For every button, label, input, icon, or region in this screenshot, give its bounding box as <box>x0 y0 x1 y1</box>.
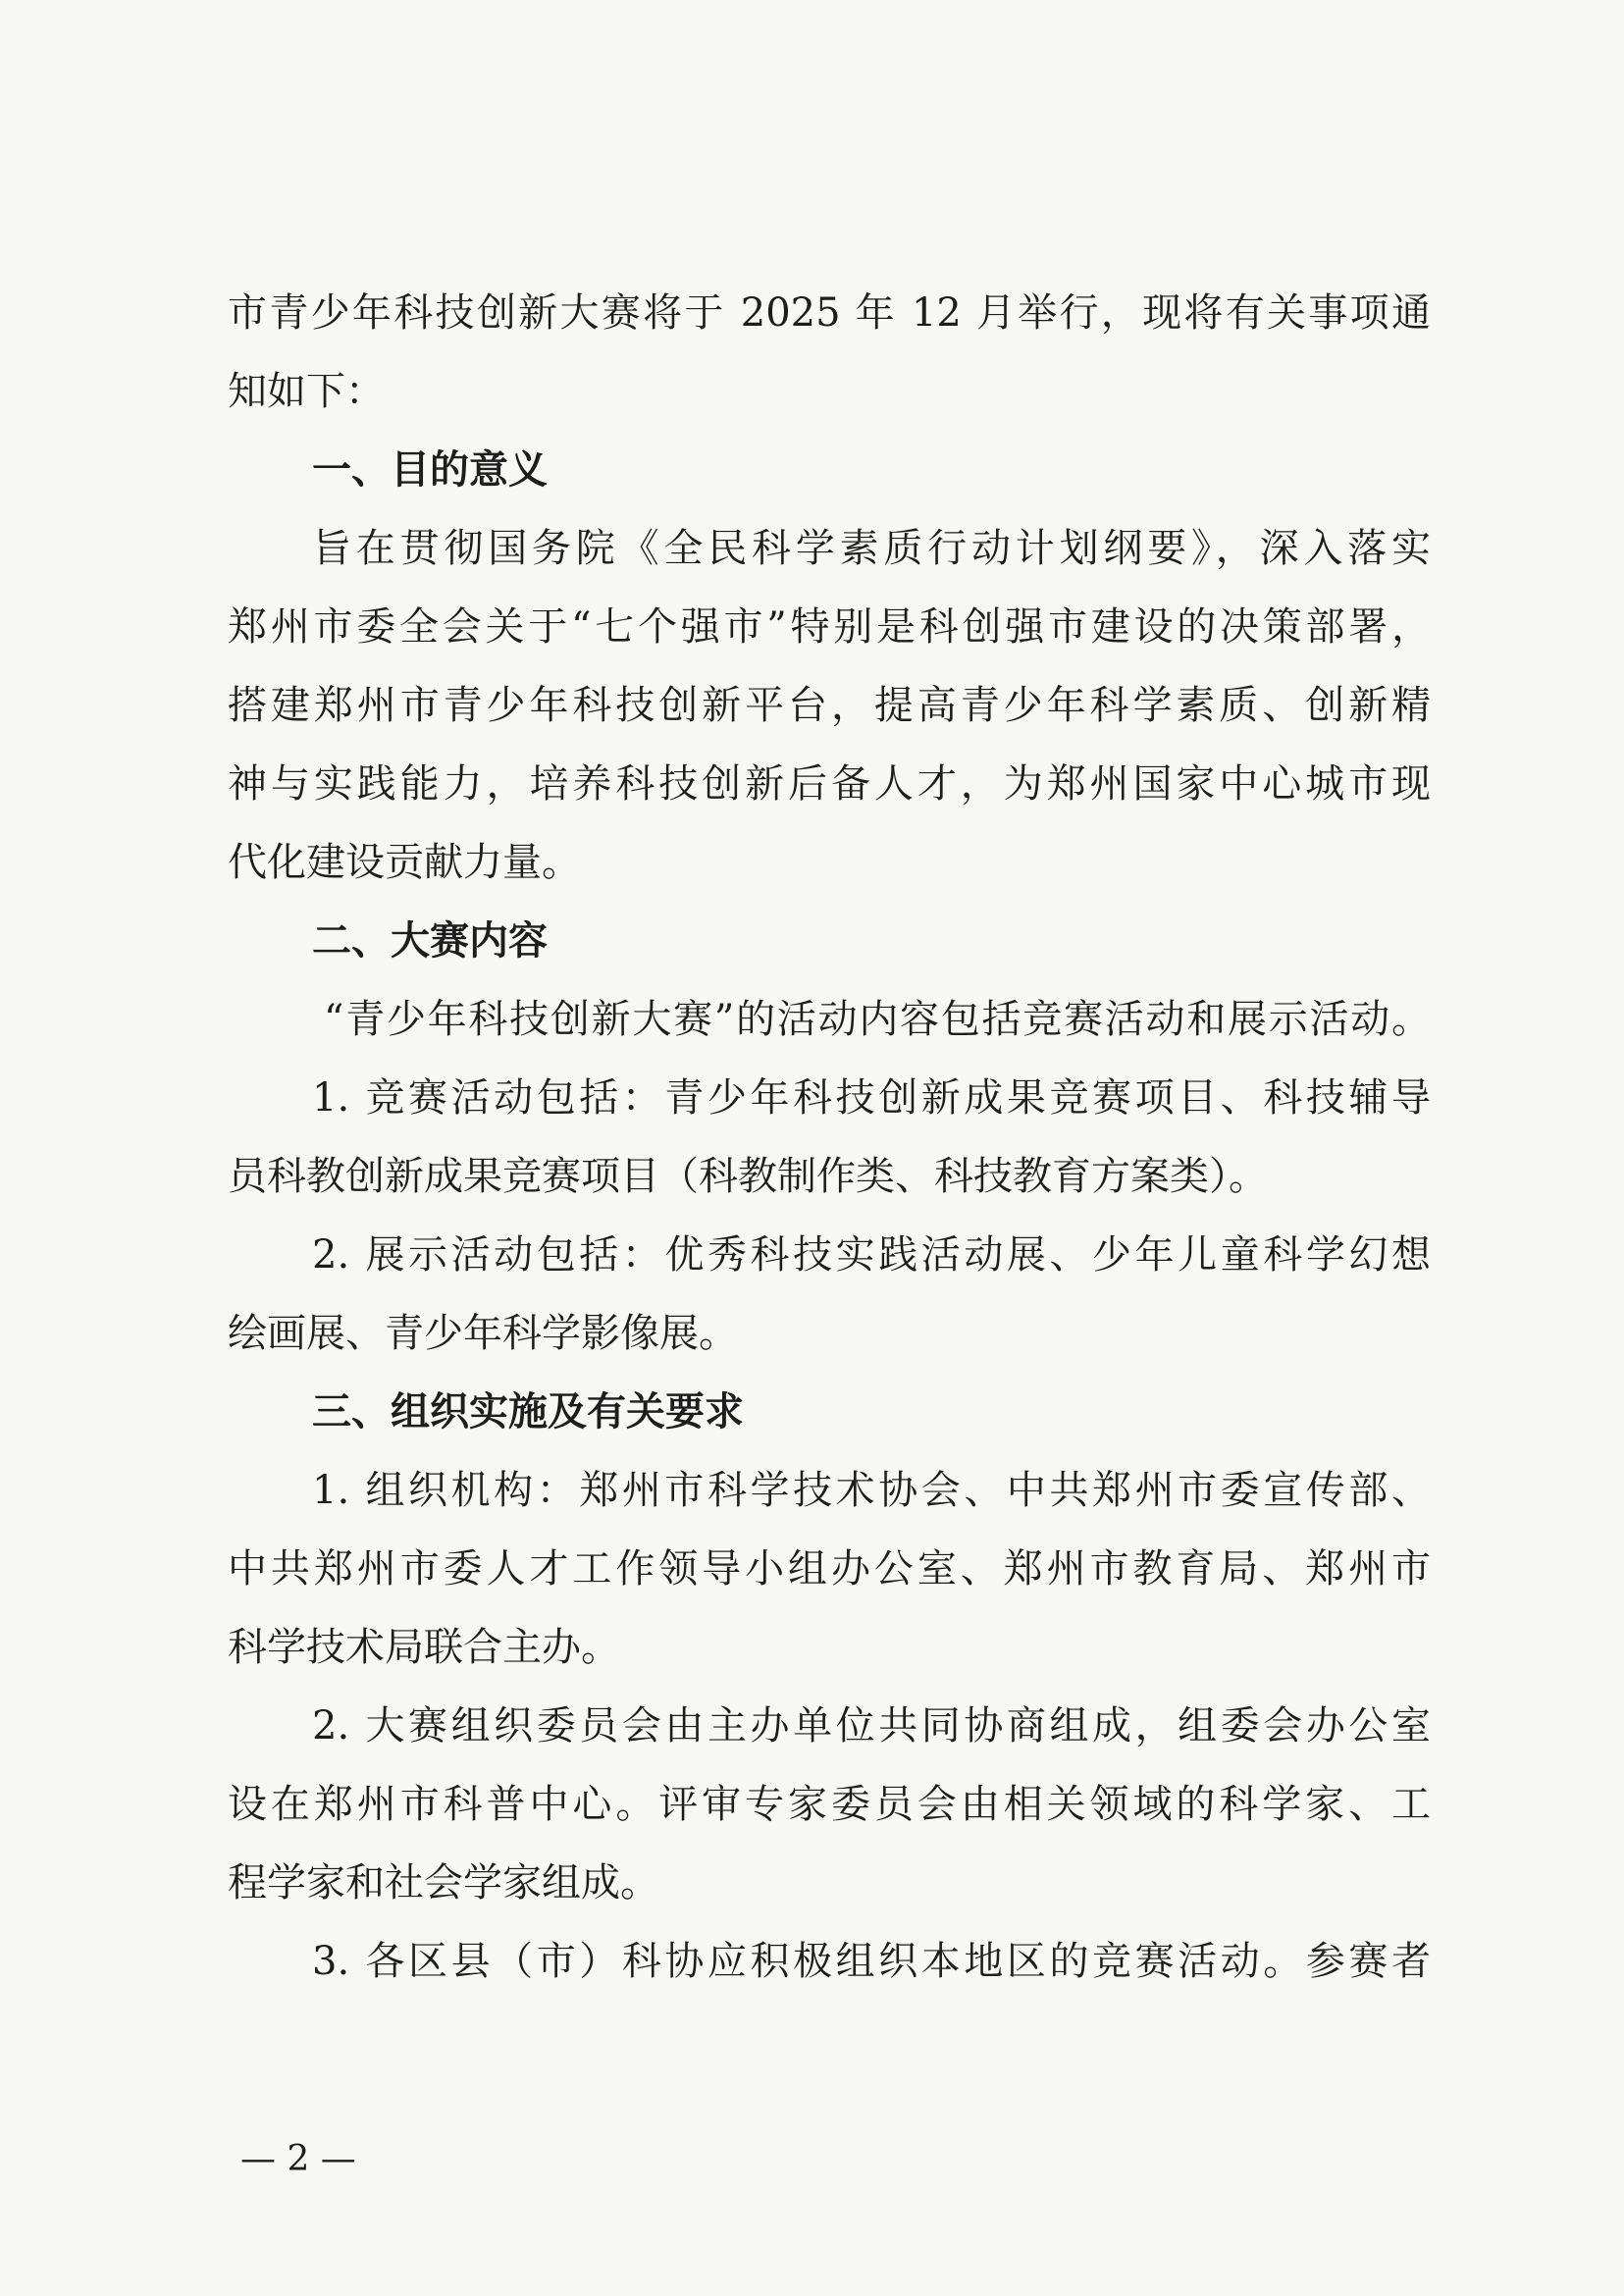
body-line: 3. 各区县（市）科协应积极组织本地区的竞赛活动。参赛者 <box>312 1939 1431 1984</box>
body-line: 绘画展、青少年科学影像展。 <box>228 1311 738 1356</box>
body-line: 神与实践能力，培养科技创新后备人才，为郑州国家中心城市现 <box>228 761 1431 807</box>
body-line: 市青少年科技创新大赛将于 2025 年 12 月举行，现将有关事项通 <box>228 290 1431 336</box>
body-line: 旨在贯彻国务院《全民科学素质行动计划纲要》，深入落实 <box>312 526 1431 571</box>
body-line: 代化建设贡献力量。 <box>228 840 581 885</box>
body-line: 科学技术局联合主办。 <box>228 1625 620 1670</box>
body-line: 1. 竞赛活动包括：青少年科技创新成果竞赛项目、科技辅导 <box>312 1075 1431 1121</box>
body-line: 设在郑州市科普中心。评审专家委员会由相关领域的科学家、工 <box>228 1782 1431 1827</box>
body-line: 1. 组织机构：郑州市科学技术协会、中共郑州市委宣传部、 <box>312 1468 1431 1513</box>
body-line: 知如下： <box>228 369 385 414</box>
body-line: 搭建郑州市青少年科技创新平台，提高青少年科学素质、创新精 <box>228 683 1431 728</box>
body-line: 郑州市委全会关于“七个强市”特别是科创强市建设的决策部署， <box>228 604 1431 650</box>
body-line: 员科教创新成果竞赛项目（科教制作类、科技教育方案类）。 <box>228 1154 1268 1199</box>
body-line: 2. 大赛组织委员会由主办单位共同协商组成，组委会办公室 <box>312 1703 1431 1748</box>
page-number: — 2 — <box>240 2139 356 2179</box>
body-line: 程学家和社会学家组成。 <box>228 1860 659 1905</box>
body-line: 2. 展示活动包括：优秀科技实践活动展、少年儿童科学幻想 <box>312 1232 1431 1278</box>
body-line: 中共郑州市委人才工作领导小组办公室、郑州市教育局、郑州市 <box>228 1546 1431 1592</box>
section-heading: 二、大赛内容 <box>312 918 548 964</box>
section-heading: 一、目的意义 <box>312 447 548 493</box>
body-line: “青少年科技创新大赛”的活动内容包括竞赛活动和展示活动。 <box>324 997 1431 1042</box>
section-heading: 三、组织实施及有关要求 <box>312 1389 744 1435</box>
